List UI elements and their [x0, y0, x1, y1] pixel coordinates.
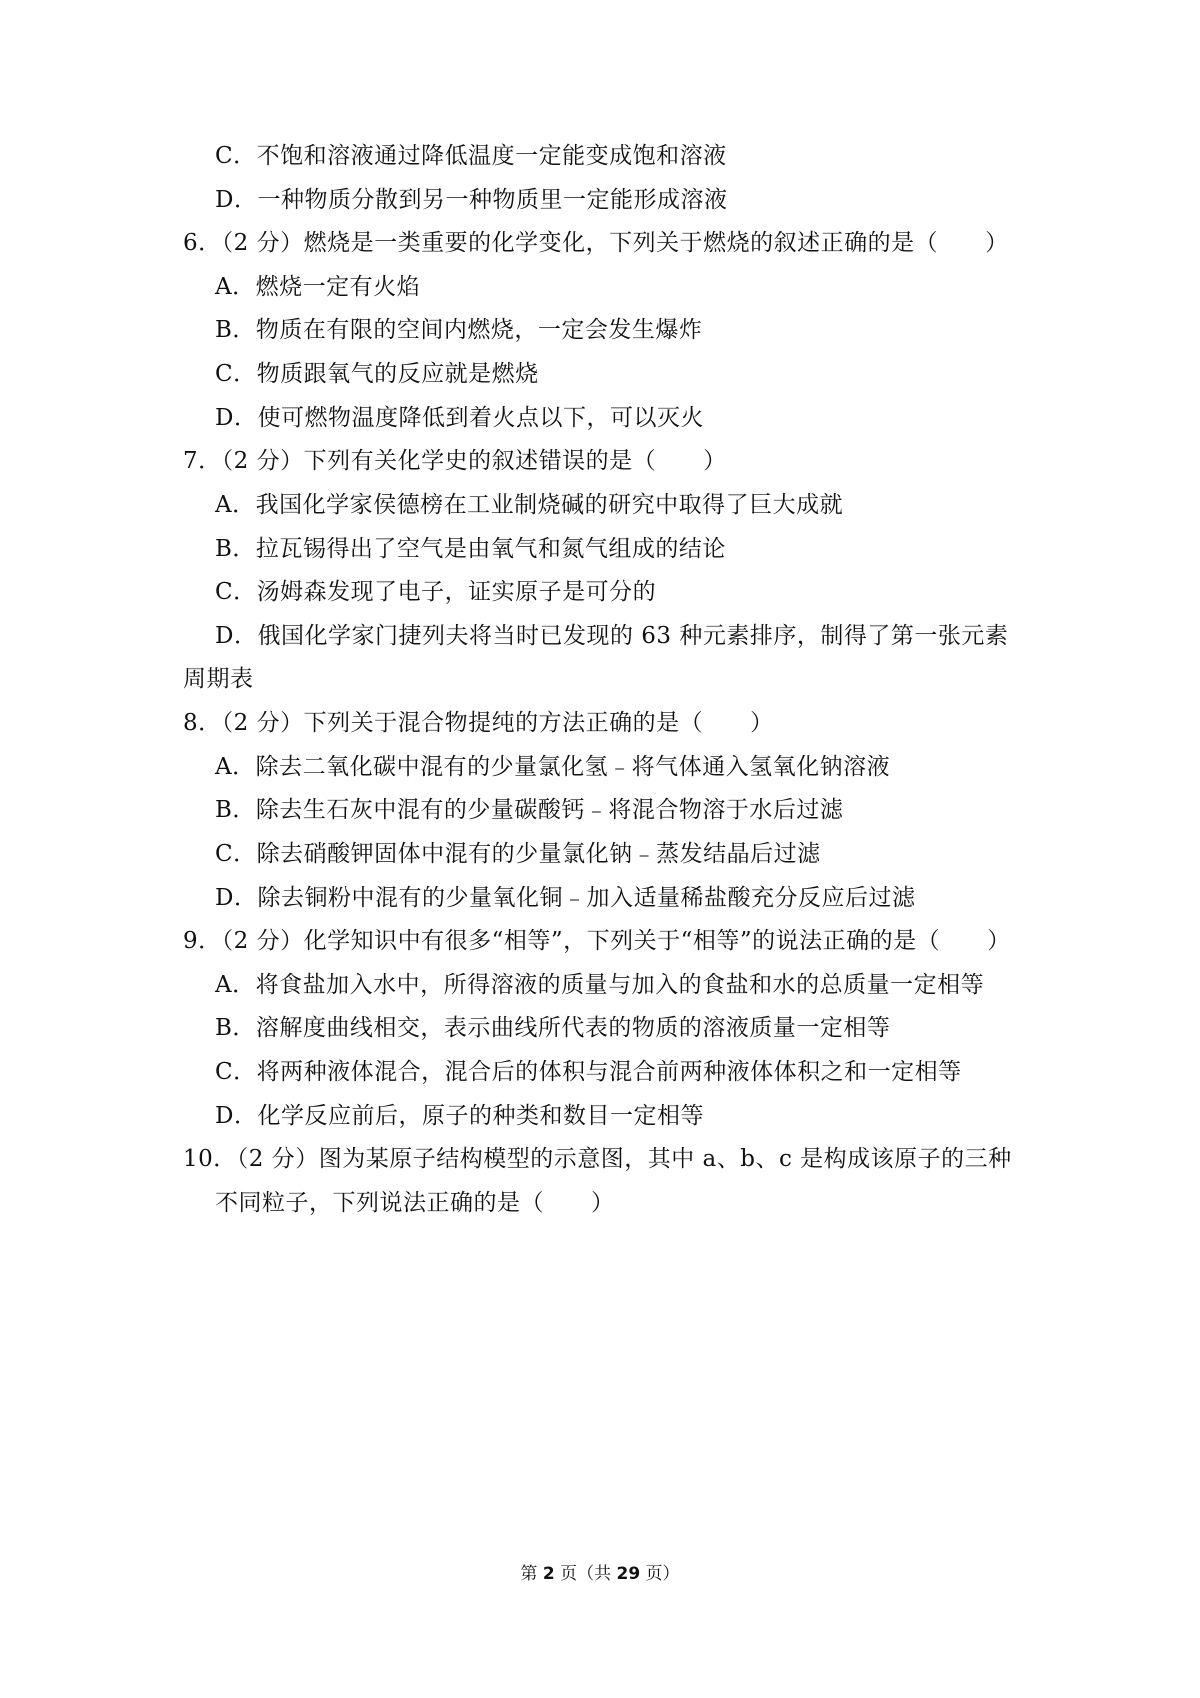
q8-option-a: A．除去二氧化碳中混有的少量氯化氢﹣将气体通入氢氧化钠溶液 [215, 754, 891, 780]
footer-suffix: 页） [640, 1564, 680, 1584]
q7-option-c: C．汤姆森发现了电子，证实原子是可分的 [215, 579, 657, 605]
q8-option-d: D．除去铜粉中混有的少量氧化铜﹣加入适量稀盐酸充分反应后过滤 [215, 885, 916, 911]
q8-option-c: C．除去硝酸钾固体中混有的少量氯化钠﹣蒸发结晶后过滤 [215, 841, 821, 867]
q7-option-d-continued: 周期表 [183, 666, 254, 692]
q7-option-d: D．俄国化学家门捷列夫将当时已发现的 63 种元素排序，制得了第一张元素 [215, 623, 1009, 649]
q8-option-b: B．除去生石灰中混有的少量碳酸钙﹣将混合物溶于水后过滤 [215, 797, 844, 823]
q9-option-a: A．将食盐加入水中，所得溶液的质量与加入的食盐和水的总质量一定相等 [215, 972, 985, 998]
footer-middle: 页（共 [554, 1564, 617, 1584]
question-9: 9．（2 分）化学知识中有很多“相等”，下列关于“相等”的说法正确的是（ ） [183, 928, 1011, 954]
q5-option-d: D．一种物质分散到另一种物质里一定能形成溶液 [215, 187, 728, 213]
question-6: 6．（2 分）燃烧是一类重要的化学变化，下列关于燃烧的叙述正确的是（ ） [183, 230, 1009, 256]
q6-option-b: B．物质在有限的空间内燃烧，一定会发生爆炸 [215, 317, 703, 343]
question-10-continued: 不同粒子，下列说法正确的是（ ） [215, 1190, 615, 1216]
q9-option-b: B．溶解度曲线相交，表示曲线所代表的物质的溶液质量一定相等 [215, 1015, 891, 1041]
question-10: 10．（2 分）图为某原子结构模型的示意图，其中 a、b、c 是构成该原子的三种 [183, 1146, 1012, 1172]
q9-option-c: C．将两种液体混合，混合后的体积与混合前两种液体体积之和一定相等 [215, 1059, 962, 1085]
q7-option-b: B．拉瓦锡得出了空气是由氧气和氮气组成的结论 [215, 536, 726, 562]
q6-option-a: A．燃烧一定有火焰 [215, 274, 421, 300]
footer-total-pages: 29 [616, 1564, 641, 1584]
q6-option-d: D．使可燃物温度降低到着火点以下，可以灭火 [215, 405, 704, 431]
q6-option-c: C．物质跟氧气的反应就是燃烧 [215, 361, 539, 387]
q7-option-a: A．我国化学家侯德榜在工业制烧碱的研究中取得了巨大成就 [215, 492, 844, 518]
footer-prefix: 第 [520, 1564, 543, 1584]
footer-page-number: 2 [542, 1564, 555, 1584]
question-8: 8．（2 分）下列关于混合物提纯的方法正确的是（ ） [183, 710, 774, 736]
question-7: 7．（2 分）下列有关化学史的叙述错误的是（ ） [183, 448, 727, 474]
q5-option-c: C．不饱和溶液通过降低温度一定能变成饱和溶液 [215, 143, 727, 169]
q9-option-d: D．化学反应前后，原子的种类和数目一定相等 [215, 1103, 704, 1129]
page-footer [0, 1562, 1200, 1586]
